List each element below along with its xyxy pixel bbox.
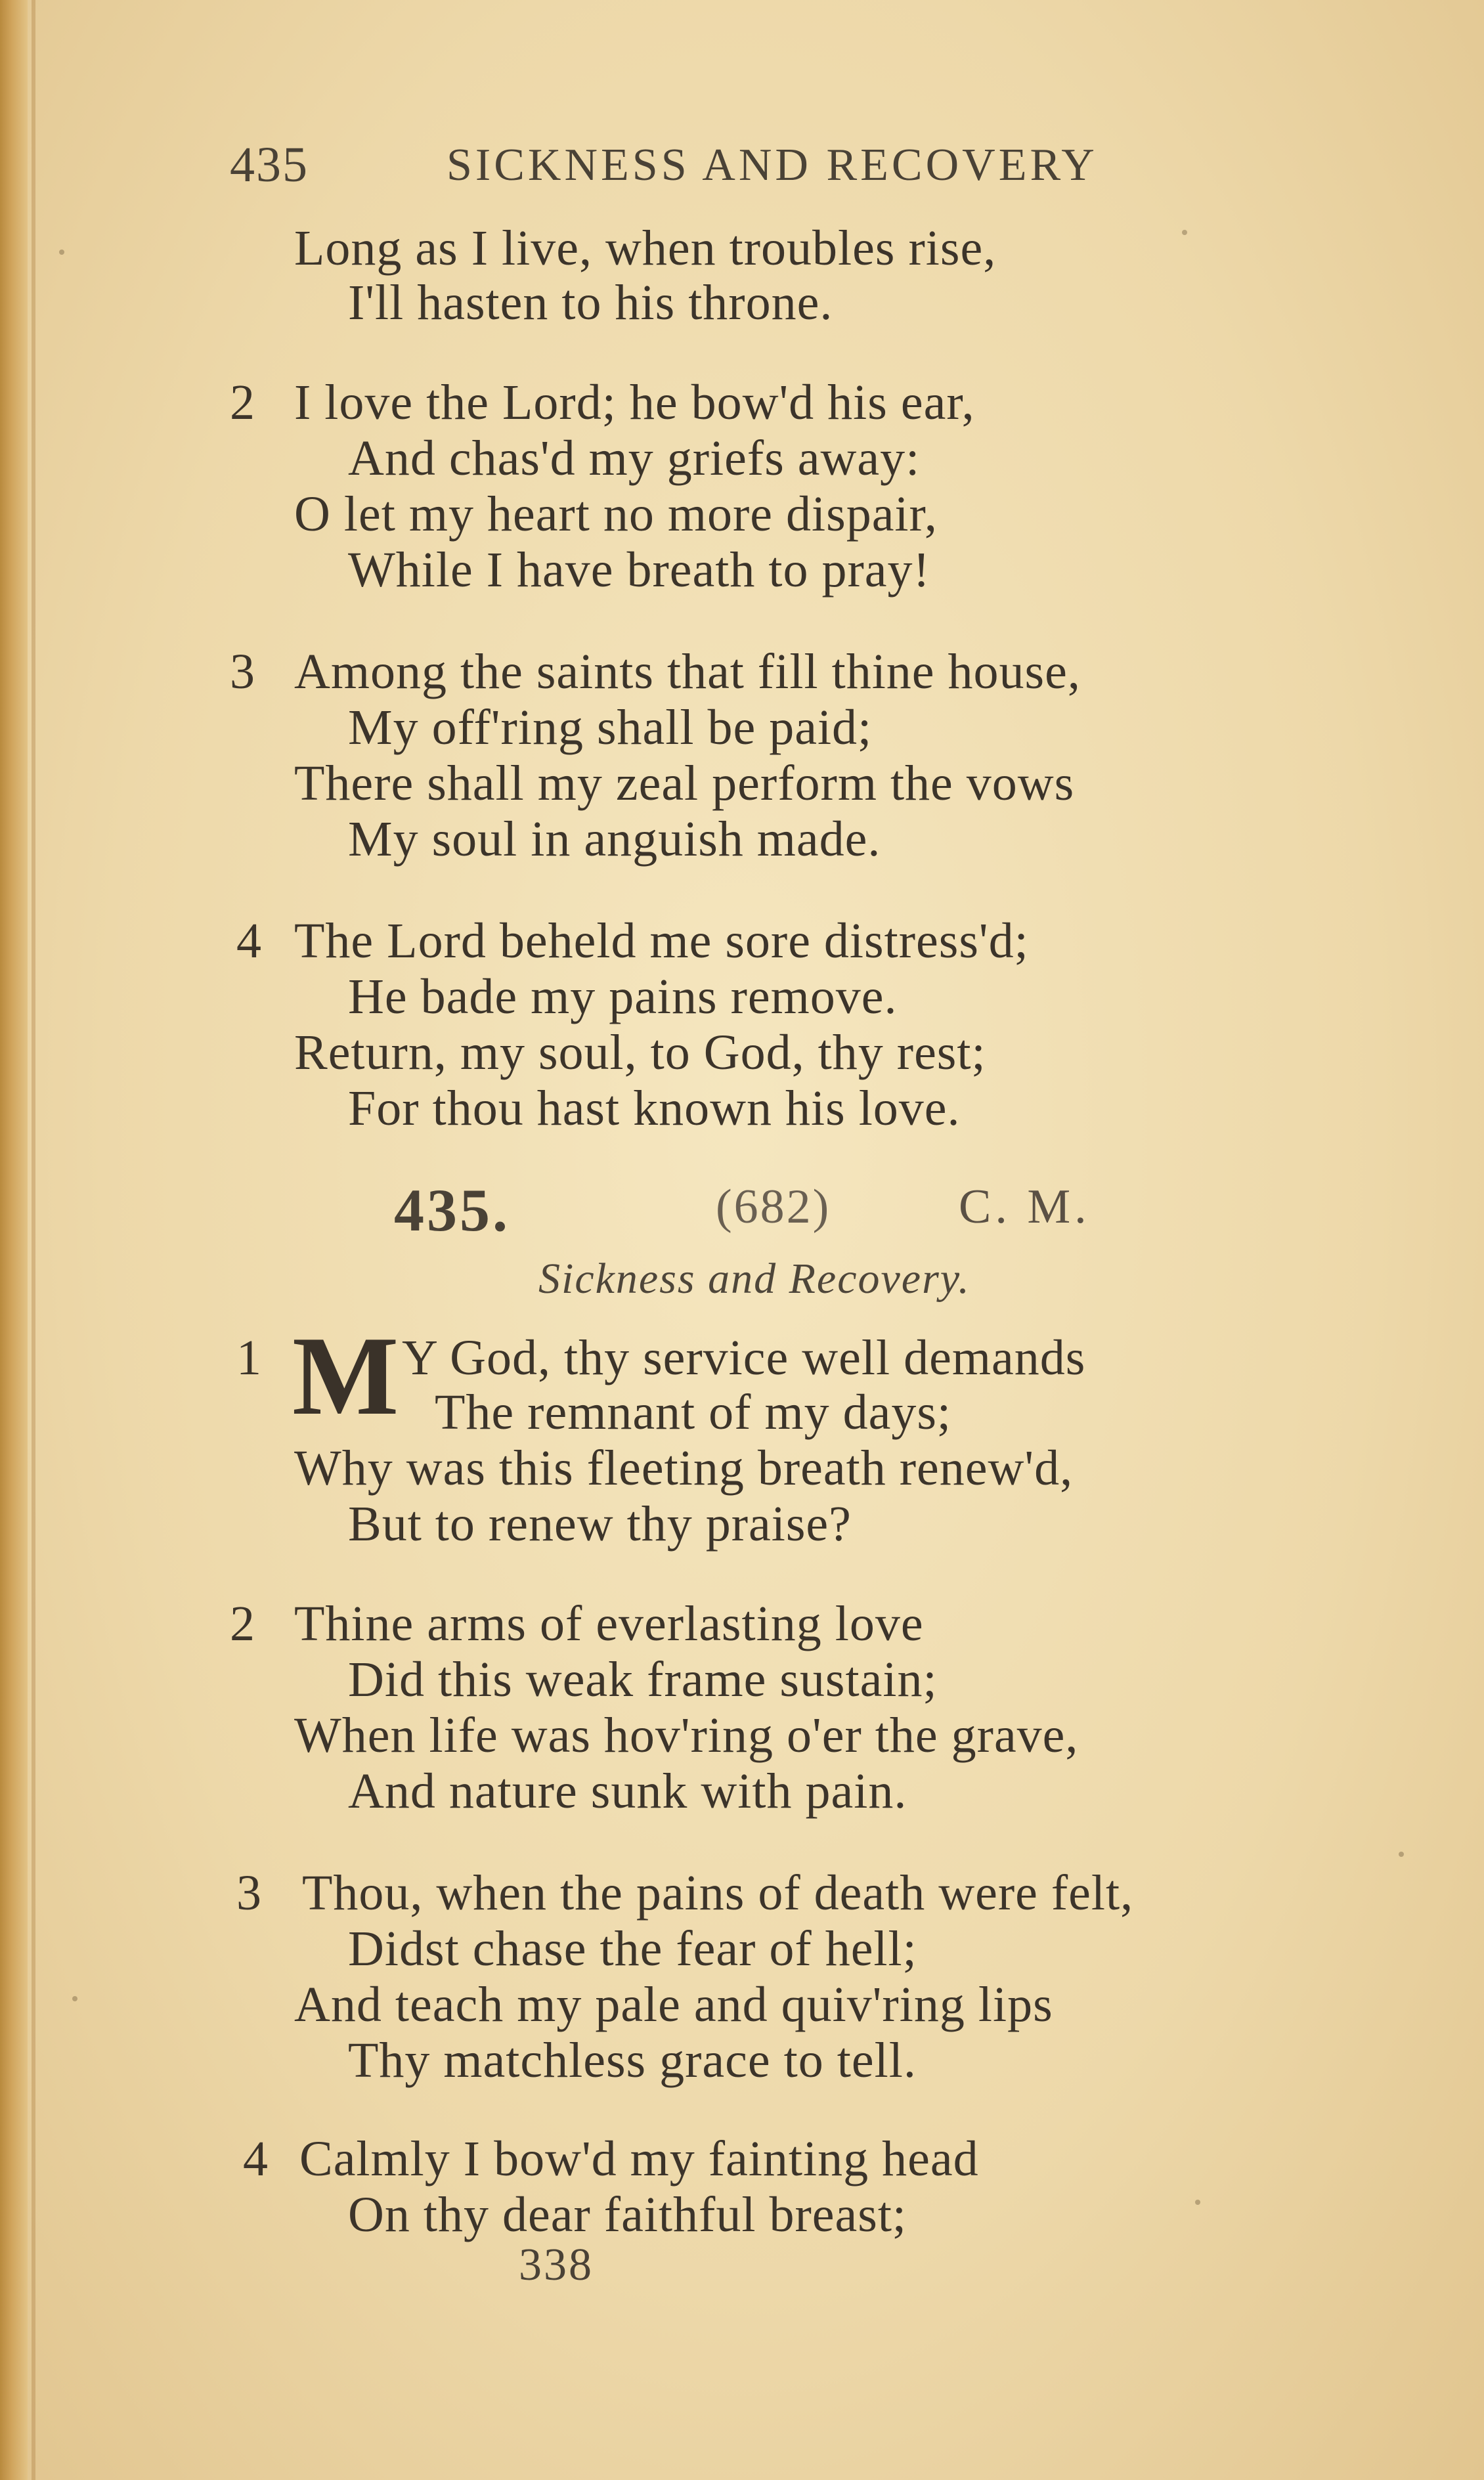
verse-line: Calmly I bow'd my fainting head [299, 2131, 979, 2186]
verse-line: And teach my pale and quiv'ring lips [294, 1977, 1053, 2032]
verse-line: On thy dear faithful breast; [348, 2187, 907, 2242]
verse-line: Long as I live, when troubles rise, [294, 221, 997, 276]
paper-speck [72, 1996, 77, 2001]
verse-line: I'll hasten to his throne. [348, 275, 833, 330]
verse-number: 3 [230, 644, 255, 699]
hymn-number: 435. [394, 1177, 510, 1244]
header-page-number: 435 [230, 137, 309, 192]
verse-number: 2 [230, 1596, 255, 1651]
verse-line: I love the Lord; he bow'd his ear, [294, 375, 975, 430]
verse-line: But to renew thy praise? [348, 1496, 852, 1552]
verse-line: When life was hov'ring o'er the grave, [294, 1708, 1079, 1763]
spine-shadow [32, 0, 35, 2480]
verse-line: Thy matchless grace to tell. [348, 2033, 917, 2088]
tune-reference: (682) [716, 1180, 831, 1234]
verse-line: Thine arms of everlasting love [294, 1596, 924, 1651]
verse-line: My off'ring shall be paid; [348, 700, 873, 755]
verse-line: The remnant of my days; [435, 1385, 952, 1440]
running-title: SICKNESS AND RECOVERY [447, 140, 1098, 190]
verse-line: Why was this fleeting breath renew'd, [294, 1441, 1074, 1496]
hymn-subtitle: Sickness and Recovery. [538, 1255, 971, 1303]
verse-line: Did this weak frame sustain; [348, 1652, 938, 1707]
drop-cap-letter: M [292, 1314, 399, 1439]
verse-line: Among the saints that fill thine house, [294, 644, 1081, 699]
verse-line: And nature sunk with pain. [348, 1764, 907, 1819]
verse-line: My soul in anguish made. [348, 812, 881, 867]
paper-speck [1195, 2200, 1200, 2205]
verse-line: And chas'd my griefs away: [348, 431, 921, 486]
paper-speck [1399, 1852, 1404, 1857]
footer-page-number: 338 [519, 2240, 594, 2290]
verse-number: 4 [243, 2131, 269, 2186]
verse-number: 2 [230, 375, 255, 430]
page-header [230, 137, 1215, 196]
verse-line: Thou, when the pains of death were felt, [302, 1865, 1134, 1921]
hymn-meter: C. M. [959, 1180, 1091, 1234]
verse-line: Y God, thy service well demands [402, 1330, 1086, 1385]
verse-line: Return, my soul, to God, thy rest; [294, 1025, 986, 1080]
verse-line: He bade my pains remove. [348, 969, 898, 1024]
verse-line: Didst chase the fear of hell; [348, 1921, 917, 1976]
verse-number: 3 [236, 1865, 262, 1921]
verse-line: While I have breath to pray! [348, 542, 930, 598]
page-spine-edge [0, 0, 28, 2480]
verse-line: For thou hast known his love. [348, 1081, 961, 1136]
verse-line: O let my heart no more dispair, [294, 487, 938, 542]
hymn-heading [394, 1175, 1182, 1244]
paper-speck [1182, 230, 1187, 235]
verse-line: The Lord beheld me sore distress'd; [294, 913, 1029, 968]
paper-speck [59, 250, 64, 255]
verse-number: 4 [236, 913, 262, 968]
verse-number: 1 [236, 1330, 262, 1385]
verse-line: There shall my zeal perform the vows [294, 756, 1075, 811]
